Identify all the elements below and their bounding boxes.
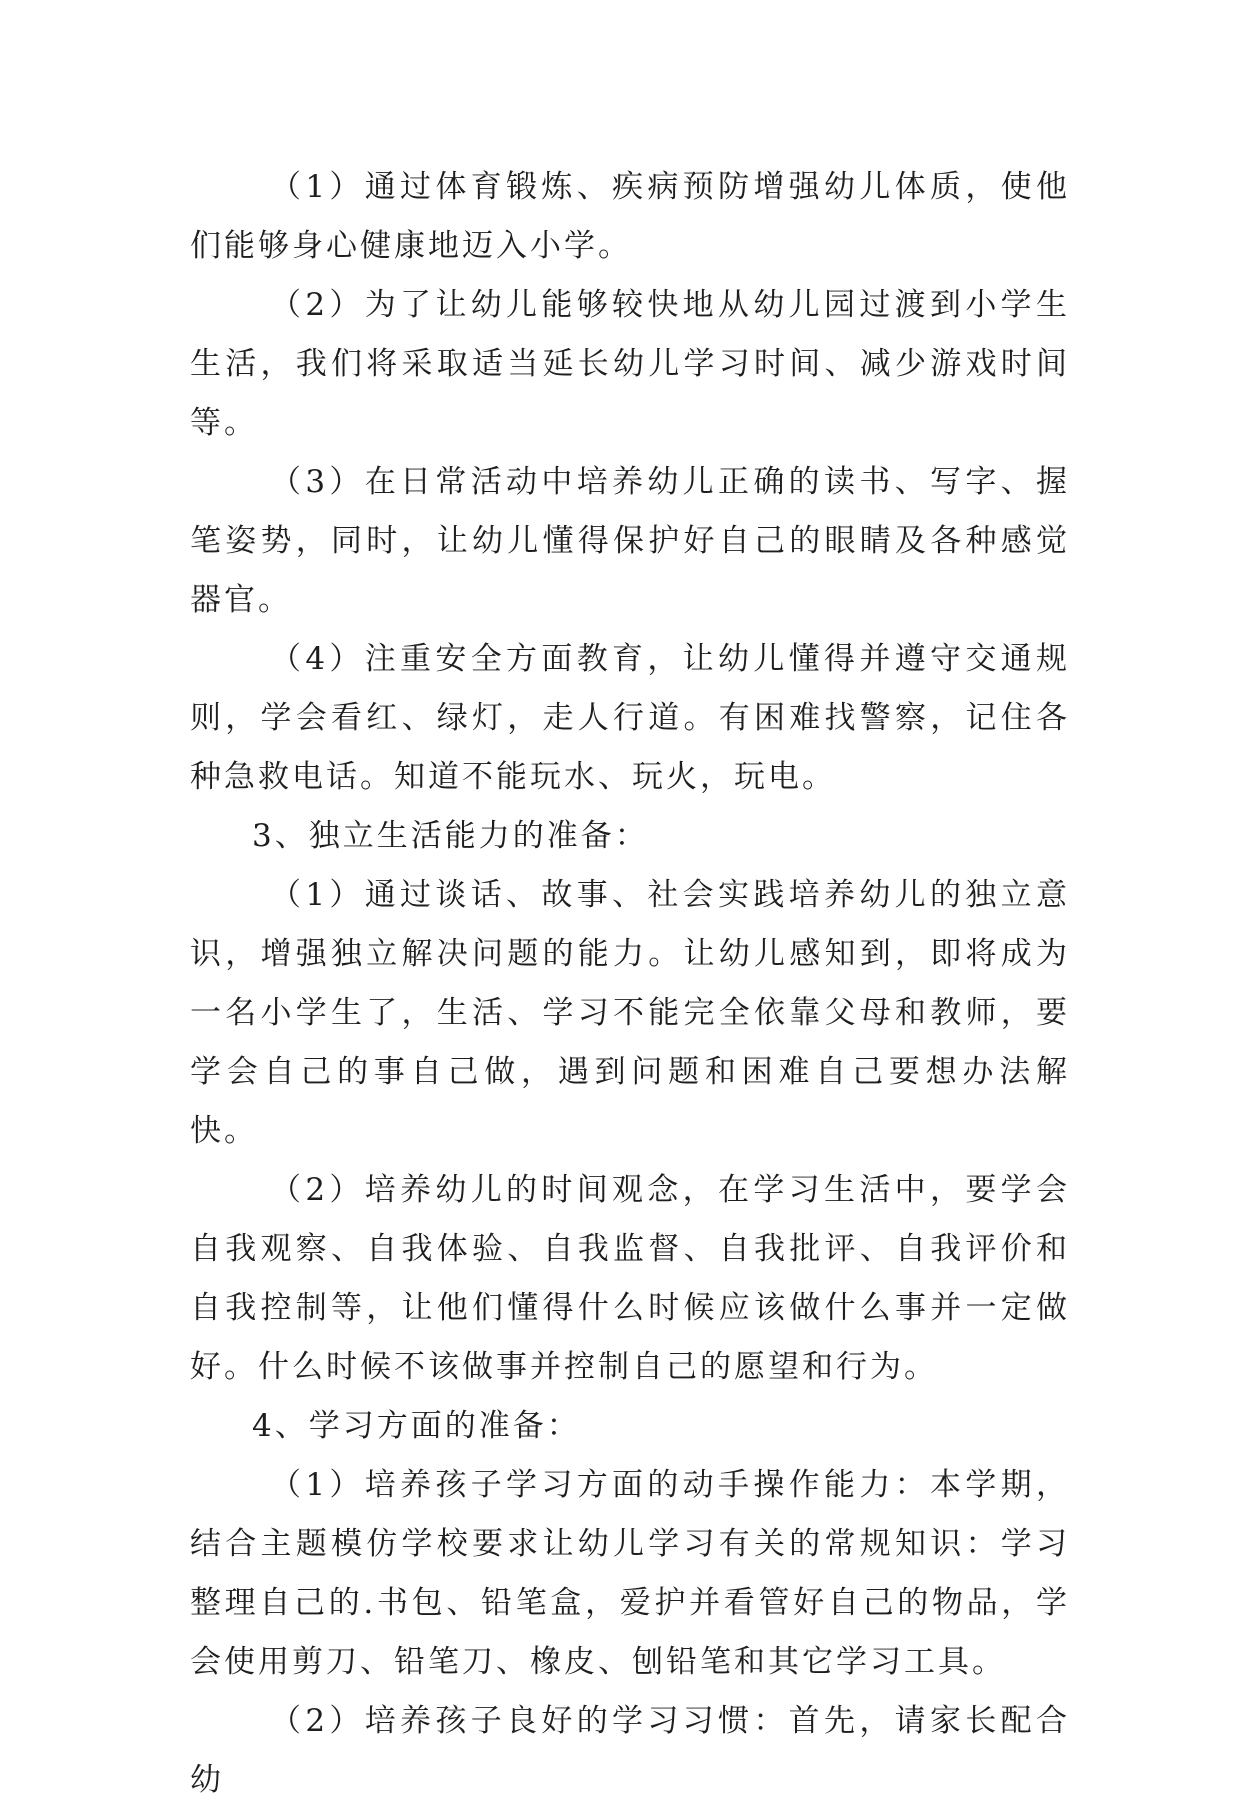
paragraph-health-1: （1）通过体育锻炼、疾病预防增强幼儿体质，使他们能够身心健康地迈入小学。 bbox=[190, 169, 1070, 264]
paragraph-study-2: （2）培养孩子良好的学习习惯：首先，请家长配合幼 bbox=[190, 1703, 1070, 1798]
paragraph-study-1: （1）培养孩子学习方面的动手操作能力：本学期，结合主题模仿学校要求让幼儿学习有关的常规知识：学习整理自己的.书包、铅笔盒，爱护并看管好自己的物品，学会使用剪刀、铅笔刀、橡皮、刨铅笔和其它学习工具。 bbox=[190, 1467, 1070, 1680]
document-body bbox=[190, 158, 1070, 1810]
section-heading-study: 4、学习方面的准备： bbox=[252, 1408, 581, 1444]
paragraph-independence-1: （1）通过谈话、故事、社会实践培养幼儿的独立意识，增强独立解决问题的能力。让幼儿感知到，即将成为一名小学生了，生活、学习不能完全依靠父母和教师，要学会自己的事自己做，遇到问题和困难自己要想办法解快。 bbox=[190, 877, 1070, 1149]
section-heading-independence: 3、独立生活能力的准备： bbox=[252, 818, 649, 854]
paragraph-independence-2: （2）培养幼儿的时间观念，在学习生活中，要学会自我观察、自我体验、自我监督、自我批评、自我评价和自我控制等，让他们懂得什么时候应该做什么事并一定做好。什么时候不该做事并控制自己的愿望和行为。 bbox=[190, 1172, 1070, 1385]
paragraph-health-3: （3）在日常活动中培养幼儿正确的读书、写字、握笔姿势，同时，让幼儿懂得保护好自己的眼睛及各种感觉器官。 bbox=[190, 464, 1070, 618]
paragraph-health-2: （2）为了让幼儿能够较快地从幼儿园过渡到小学生生活，我们将采取适当延长幼儿学习时间、减少游戏时间等。 bbox=[190, 287, 1070, 441]
paragraph-health-4: （4）注重安全方面教育，让幼儿懂得并遵守交通规则，学会看红、绿灯，走人行道。有困难找警察，记住各种急救电话。知道不能玩水、玩火，玩电。 bbox=[190, 641, 1070, 795]
